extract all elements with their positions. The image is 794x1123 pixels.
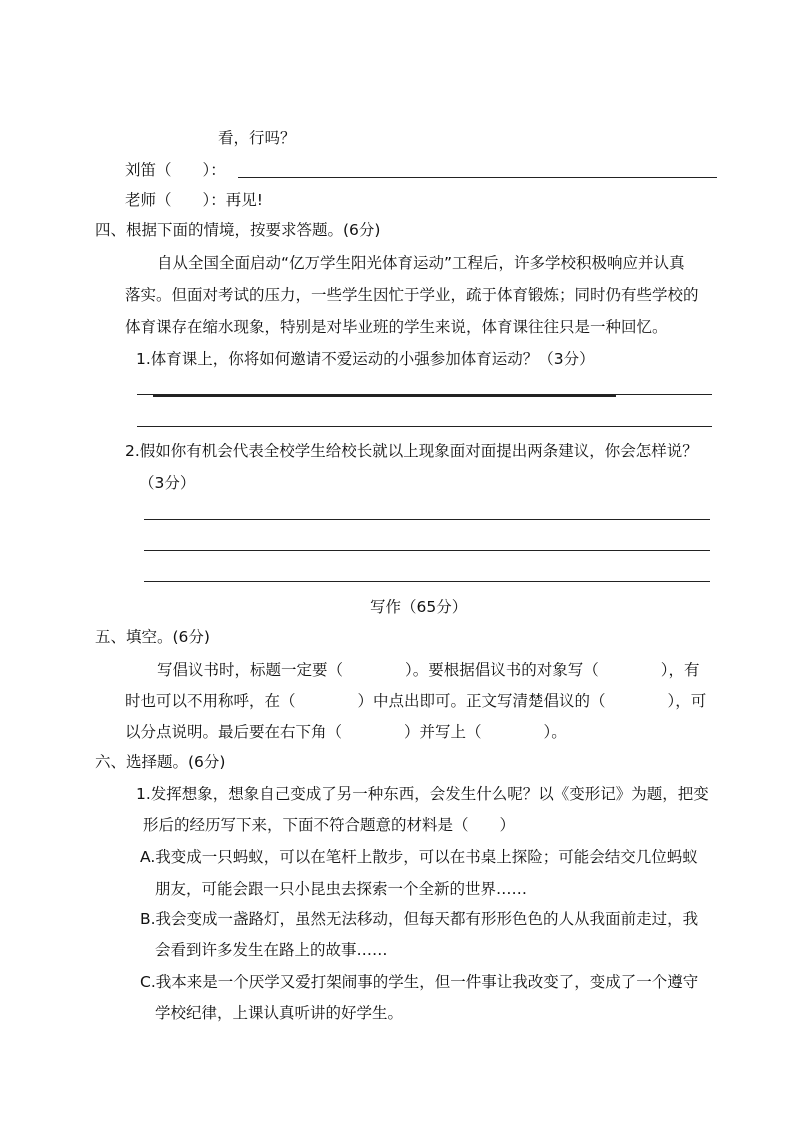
- answer-line-q2-b[interactable]: [144, 550, 710, 551]
- section5-heading: 五、填空。(6分): [95, 628, 210, 646]
- section5-line3: 以分点说明。最后要在右下角（ ）并写上（ ）。: [125, 723, 567, 741]
- section4-q2-line2: （3分）: [139, 474, 196, 492]
- section4-q1: 1.体育课上，你将如何邀请不爱运动的小强参加体育运动？（3分）: [136, 350, 595, 368]
- option-c-line2: 学校纪律，上课认真听讲的好学生。: [155, 1004, 404, 1022]
- option-a-line1[interactable]: A.我变成一只蚂蚁，可以在笔杆上散步，可以在书桌上探险；可能会结交几位蚂蚁: [140, 848, 698, 866]
- section6-q1-line2: 形后的经历写下来，下面不符合题意的材料是（ ）: [143, 816, 516, 834]
- answer-line-q1-a-bold: [153, 395, 616, 397]
- answer-line-liudi[interactable]: [238, 177, 717, 178]
- section5-line2: 时也可以不用称呼，在（ ）中点出即可。正文写清楚倡议的（ ），可: [125, 692, 707, 710]
- liudi-label: 刘笛（ ）：: [125, 161, 226, 179]
- section4-para-line3: 体育课存在缩水现象，特别是对毕业班的学生来说，体育课往往只是一种回忆。: [125, 318, 668, 336]
- answer-line-q2-c[interactable]: [144, 581, 710, 582]
- section4-para-line1: 自从全国全面启动“亿万学生阳光体育运动”工程后，许多学校积极响应并认真: [157, 254, 685, 272]
- section6-q1-line1: 1.发挥想象，想象自己变成了另一种东西，会发生什么呢？以《变形记》为题，把变: [136, 785, 709, 803]
- writing-title: 写作（65分）: [370, 598, 468, 616]
- option-b-line1[interactable]: B.我会变成一盏路灯，虽然无法移动，但每天都有形形色色的人从我面前走过，我: [140, 910, 699, 928]
- section4-q2-line1: 2.假如你有机会代表全校学生给校长就以上现象面对面提出两条建议，你会怎样说？: [125, 442, 698, 460]
- section4-heading: 四、根据下面的情境，按要求答题。(6分): [95, 221, 381, 239]
- option-a-line2: 朋友，可能会跟一只小昆虫去探索一个全新的世界……: [155, 880, 528, 898]
- option-c-line1[interactable]: C.我本来是一个厌学又爱打架闹事的学生，但一件事让我改变了，变成了一个遵守: [140, 973, 699, 991]
- answer-line-q1-b[interactable]: [137, 426, 712, 427]
- section6-heading: 六、选择题。(6分): [95, 753, 226, 771]
- teacher-line: 老师（ ）：再见!: [125, 191, 263, 209]
- option-b-line2: 会看到许多发生在路上的故事……: [155, 941, 388, 959]
- section4-para-line2: 落实。但面对考试的压力，一些学生因忙于学业，疏于体育锻炼；同时仍有些学校的: [125, 286, 699, 304]
- section5-line1: 写倡议书时，标题一定要（ ）。要根据倡议书的对象写（ ），有: [157, 661, 700, 679]
- answer-line-q2-a[interactable]: [144, 519, 710, 520]
- dialogue-continuation: 看，行吗？: [218, 129, 296, 147]
